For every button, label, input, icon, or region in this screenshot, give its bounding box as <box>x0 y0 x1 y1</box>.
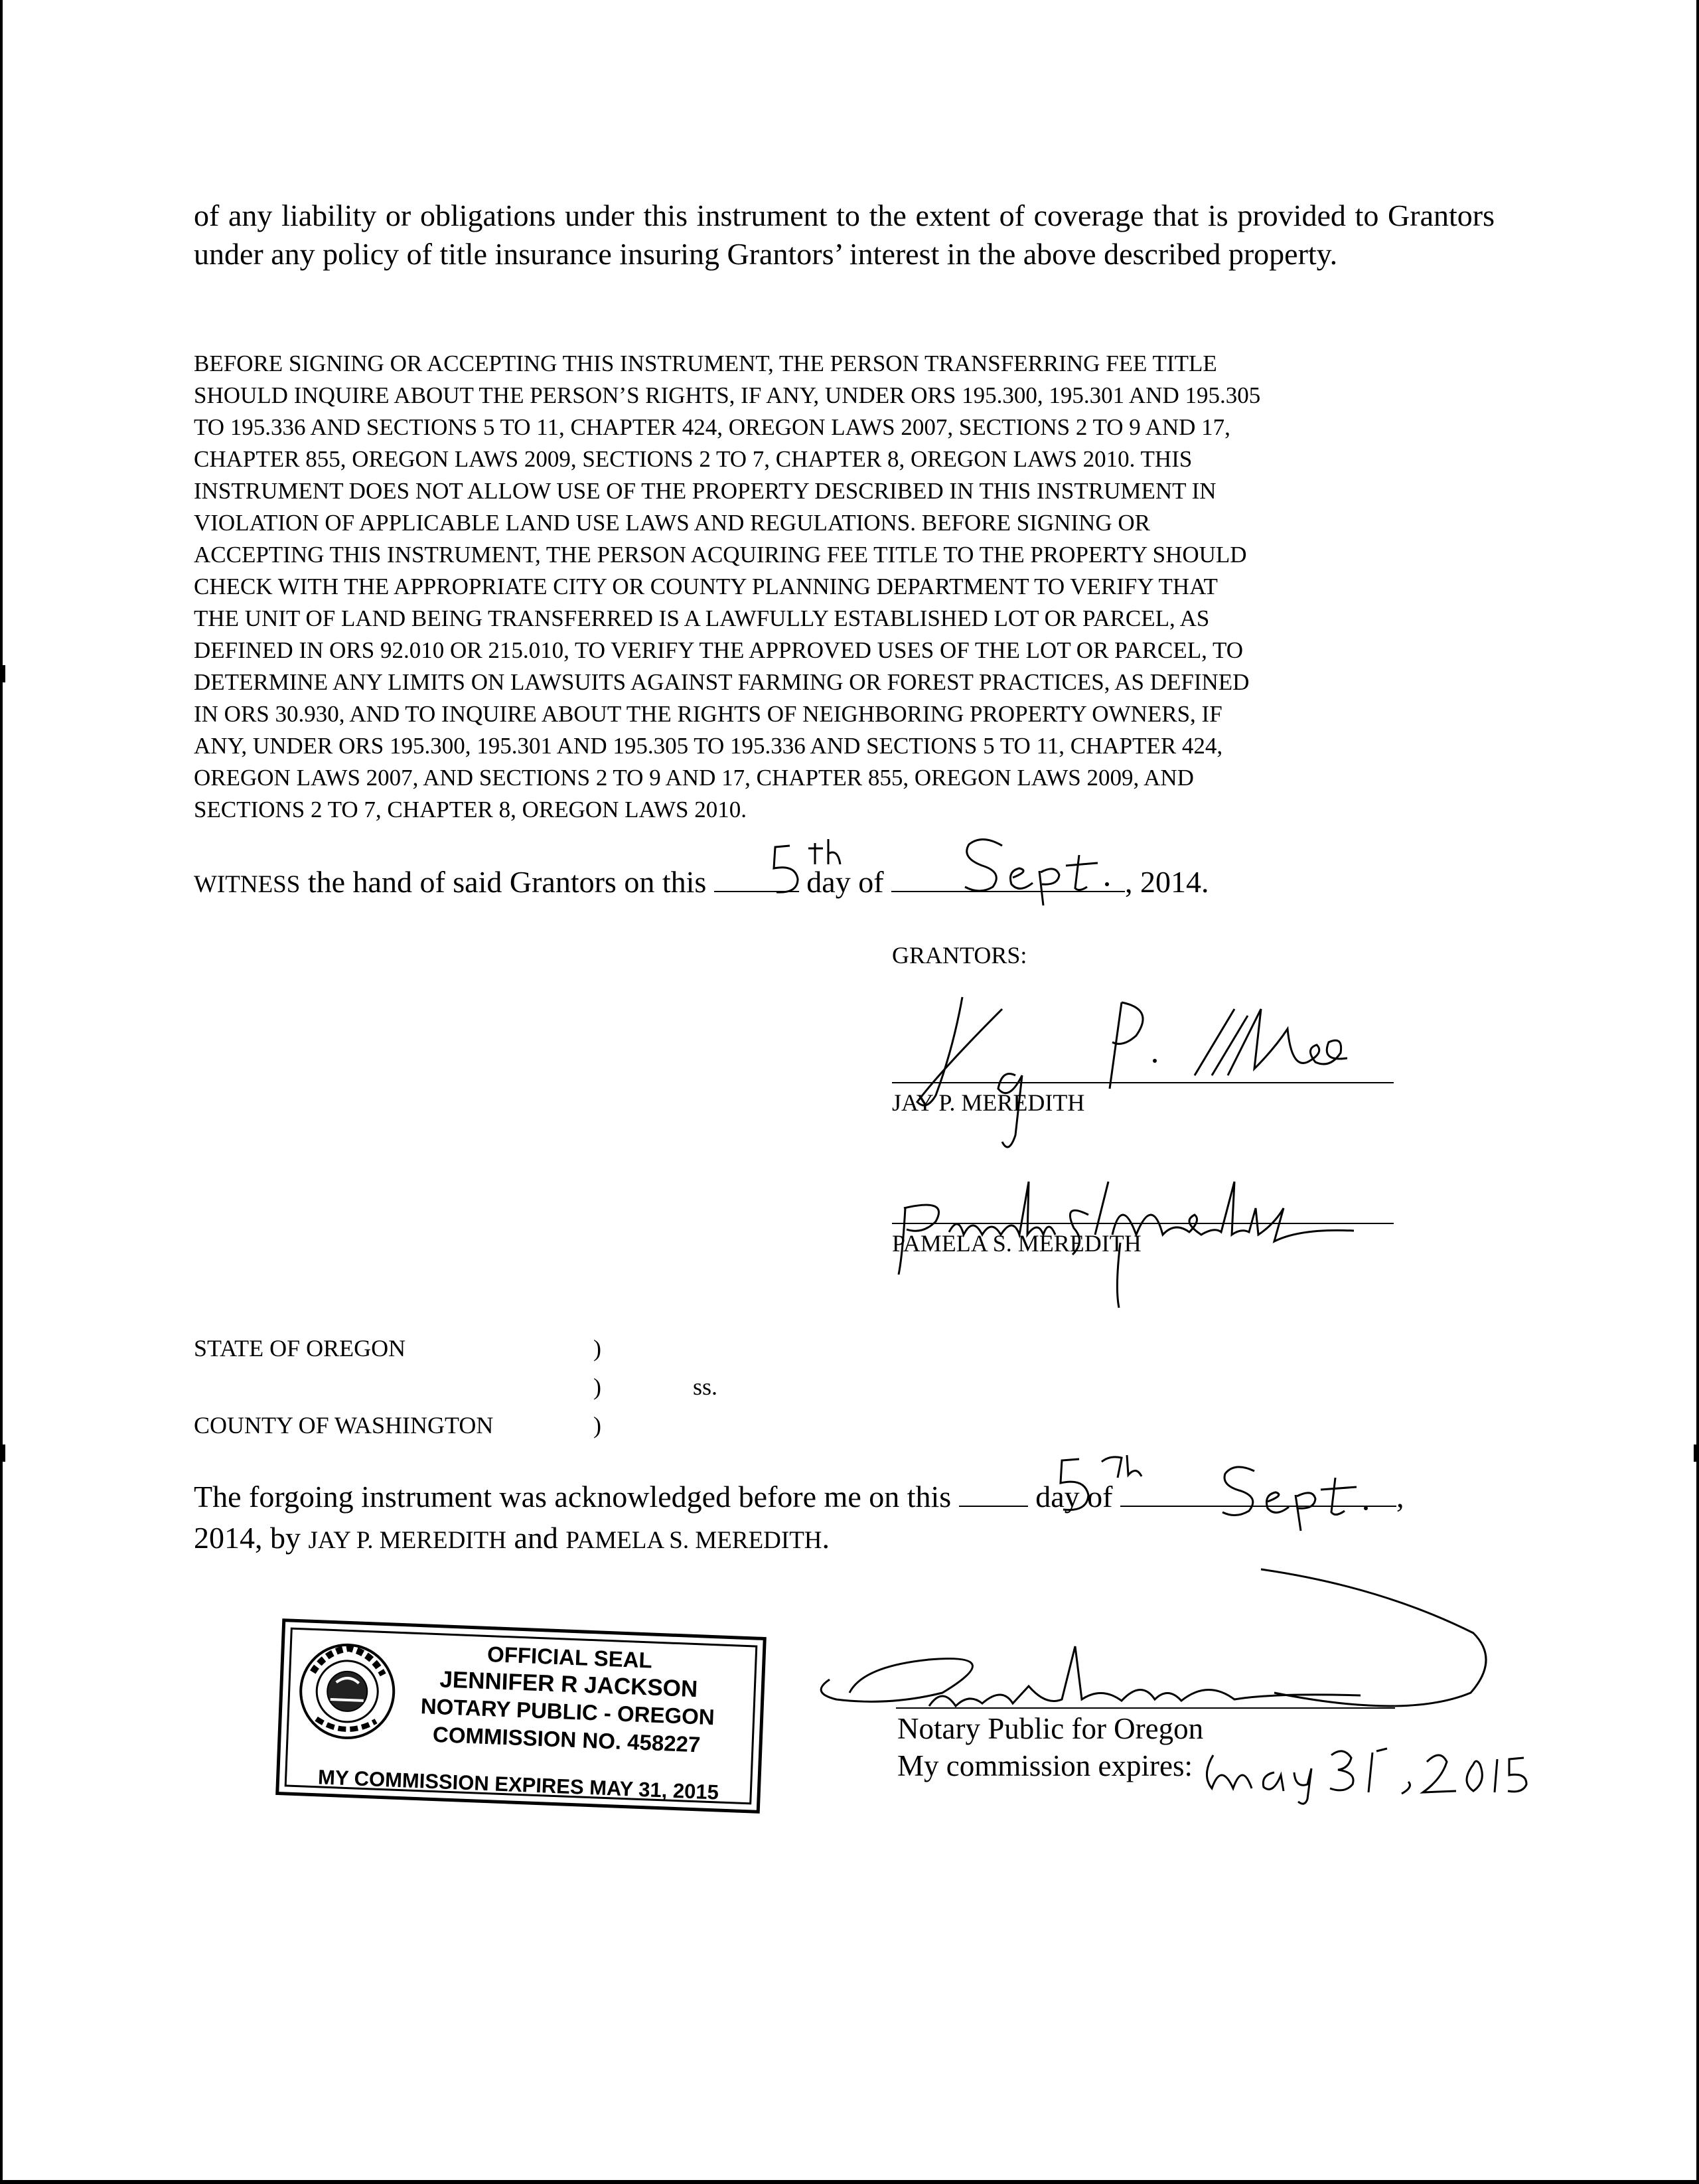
venue-state: STATE OF OREGON <box>194 1335 406 1362</box>
notice-line: IN ORS 30.930, AND TO INQUIRE ABOUT THE RIGHTS OF NEIGHBORING PROPERTY OWNERS, IF <box>194 701 1222 727</box>
notice-line: THE UNIT OF LAND BEING TRANSFERRED IS A LAWFULLY ESTABLISHED LOT OR PARCEL, AS <box>194 605 1210 631</box>
handwritten-month <box>956 831 1155 911</box>
witness-word: WITNESS <box>194 871 301 898</box>
venue-paren: ) <box>593 1335 601 1362</box>
venue-ss: ss. <box>693 1373 718 1400</box>
notice-line: ACCEPTING THIS INSTRUMENT, THE PERSON ACQUIRING FEE TITLE TO THE PROPERTY SHOULD <box>194 542 1247 568</box>
notice-line: DEFINED IN ORS 92.010 OR 215.010, TO VERIFY THE APPROVED USES OF THE LOT OR PARCEL, TO <box>194 637 1244 663</box>
notice-line: ANY, UNDER ORS 195.300, 195.301 AND 195.305 TO 195.336 AND SECTIONS 5 TO 11, CHAPTER 424, <box>194 733 1223 759</box>
seal-official-seal: OFFICIAL SEAL <box>486 1641 653 1673</box>
handwritten-day <box>763 838 869 904</box>
ack-text: The forgoing instrument was acknowledged before me on this <box>194 1480 959 1514</box>
signature-pamela-meredith <box>889 1142 1394 1314</box>
margin-tick <box>1694 1444 1696 1462</box>
notice-line: TO 195.336 AND SECTIONS 5 TO 11, CHAPTER 424, OREGON LAWS 2007, SECTIONS 2 TO 9 AND 17, <box>194 414 1230 440</box>
venue-paren: ) <box>593 1412 601 1439</box>
official-notary-seal <box>275 1618 767 1814</box>
ack-text: , <box>1396 1480 1404 1514</box>
page-edge-left <box>0 0 3 2184</box>
seal-commission-number: COMMISSION NO. 458227 <box>432 1721 701 1757</box>
notice-line: INSTRUMENT DOES NOT ALLOW USE OF THE PROPERTY DESCRIBED IN THIS INSTRUMENT IN <box>194 478 1217 504</box>
ack-name-2: PAMELA S. MEREDITH <box>565 1527 822 1554</box>
page-edge-right <box>1696 0 1699 2184</box>
notice-line: DETERMINE ANY LIMITS ON LAWSUITS AGAINST FARMING OR FOREST PRACTICES, AS DEFINED <box>194 669 1250 695</box>
statutory-notice <box>194 348 1495 826</box>
commission-expires-label: My commission expires: <box>897 1749 1193 1782</box>
notice-line: OREGON LAWS 2007, AND SECTIONS 2 TO 9 AND 17, CHAPTER 855, OREGON LAWS 2009, AND <box>194 765 1194 791</box>
ack-day-blank <box>959 1486 1028 1507</box>
notice-line: SHOULD INQUIRE ABOUT THE PERSON’S RIGHTS, IF ANY, UNDER ORS 195.300, 195.301 AND 195.305 <box>194 382 1261 408</box>
margin-tick <box>3 665 5 682</box>
witness-text: , 2014. <box>1125 865 1209 899</box>
ack-text: day of <box>1027 1480 1120 1514</box>
witness-text: day of <box>798 865 892 899</box>
witness-text: the hand of said Grantors on this <box>300 865 714 899</box>
venue-paren: ) <box>593 1373 601 1400</box>
notice-line: CHAPTER 855, OREGON LAWS 2009, SECTIONS 2 TO 7, CHAPTER 8, OREGON LAWS 2010. THIS <box>194 446 1193 472</box>
notary-public-label: Notary Public for Oregon <box>897 1712 1204 1745</box>
seal-notary-name: JENNIFER R JACKSON <box>439 1666 698 1703</box>
notice-line: BEFORE SIGNING OR ACCEPTING THIS INSTRUMENT, THE PERSON TRANSFERRING FEE TITLE <box>194 351 1217 376</box>
notice-line: VIOLATION OF APPLICABLE LAND USE LAWS AND REGULATIONS. BEFORE SIGNING OR <box>194 510 1150 536</box>
acknowledgment-line-2 <box>194 1520 830 1555</box>
grantors-heading: GRANTORS: <box>892 942 1027 969</box>
handwritten-ack-month <box>1215 1458 1400 1537</box>
ack-name-1: JAY P. MEREDITH <box>308 1527 506 1554</box>
notice-line: SECTIONS 2 TO 7, CHAPTER 8, OREGON LAWS 2010. <box>194 797 747 822</box>
page-edge-bottom <box>0 2180 1699 2184</box>
seal-notary-public: NOTARY PUBLIC - OREGON <box>420 1693 715 1730</box>
grantor-name-1: JAY P. MEREDITH <box>892 1089 1085 1116</box>
venue-county: COUNTY OF WASHINGTON <box>194 1412 494 1439</box>
liability-paragraph: of any liability or obligations under this instrument to the extent of coverage that is provided to Grantors under any policy of title insurance insuring Grantors’ interest in the above described property. <box>194 198 1495 271</box>
signature-jay-meredith <box>916 989 1394 1162</box>
notice-line: CHECK WITH THE APPROPRIATE CITY OR COUNTY PLANNING DEPARTMENT TO VERIFY THAT <box>194 574 1218 599</box>
ack-text: and <box>506 1521 566 1555</box>
ack-text: . <box>822 1521 830 1555</box>
ack-text: 2014, by <box>194 1521 309 1555</box>
handwritten-ack-day <box>1049 1448 1148 1521</box>
seal-commission-expires: MY COMMISSION EXPIRES MAY 31, 2015 <box>317 1765 719 1804</box>
handwritten-expiry-date <box>1195 1735 1526 1808</box>
grantor-name-2: PAMELA S. MEREDITH <box>892 1230 1142 1257</box>
margin-tick <box>3 1444 5 1462</box>
